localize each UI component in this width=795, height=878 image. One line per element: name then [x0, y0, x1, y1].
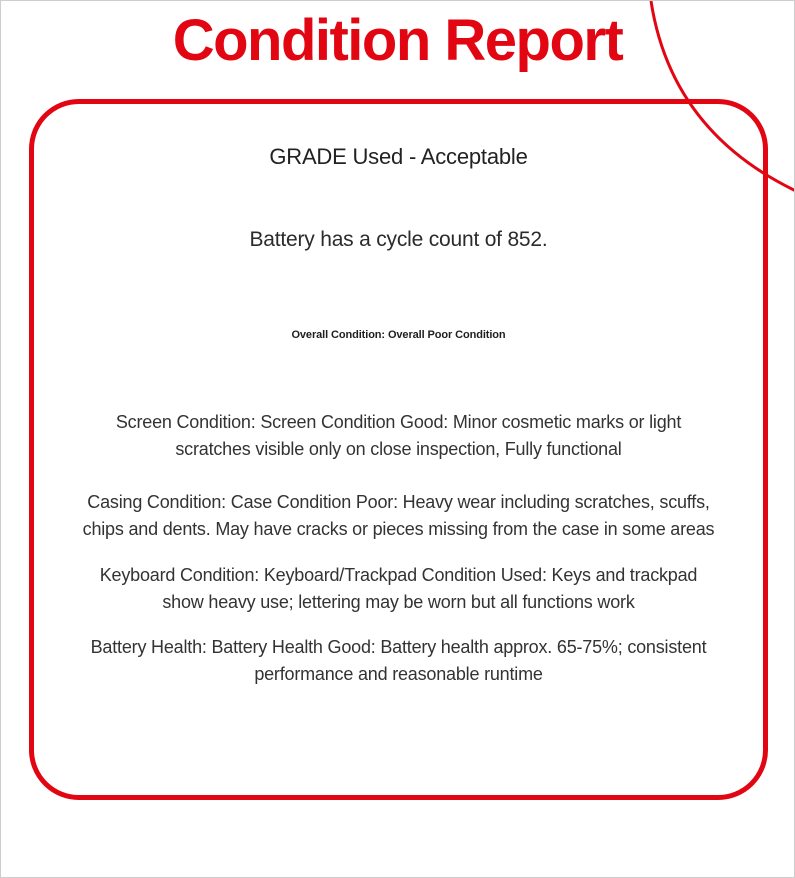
battery-cycle-count-line: Battery has a cycle count of 852. — [249, 228, 548, 251]
report-border-box — [29, 99, 768, 800]
casing-condition-paragraph: Casing Condition: Case Condition Poor: Heavy wear including scratches, scuffs, chips and dents. May have cracks or pieces missing from the case in some areas — [82, 492, 715, 539]
grade-heading: GRADE Used - Acceptable — [269, 144, 528, 169]
battery-health-paragraph: Battery Health: Battery Health Good: Battery health approx. 65-75%; consistent performance and reasonable runtime — [90, 637, 707, 684]
keyboard-condition-paragraph: Keyboard Condition: Keyboard/Trackpad Condition Used: Keys and trackpad show heavy use; lettering may be worn but all functions work — [99, 565, 698, 612]
overall-condition-line: Overall Condition: Overall Poor Condition — [291, 329, 506, 341]
screen-condition-paragraph: Screen Condition: Screen Condition Good: Minor cosmetic marks or light scratches visible only on close inspection, Fully functional — [115, 412, 682, 459]
page-title: Condition Report — [172, 8, 623, 73]
